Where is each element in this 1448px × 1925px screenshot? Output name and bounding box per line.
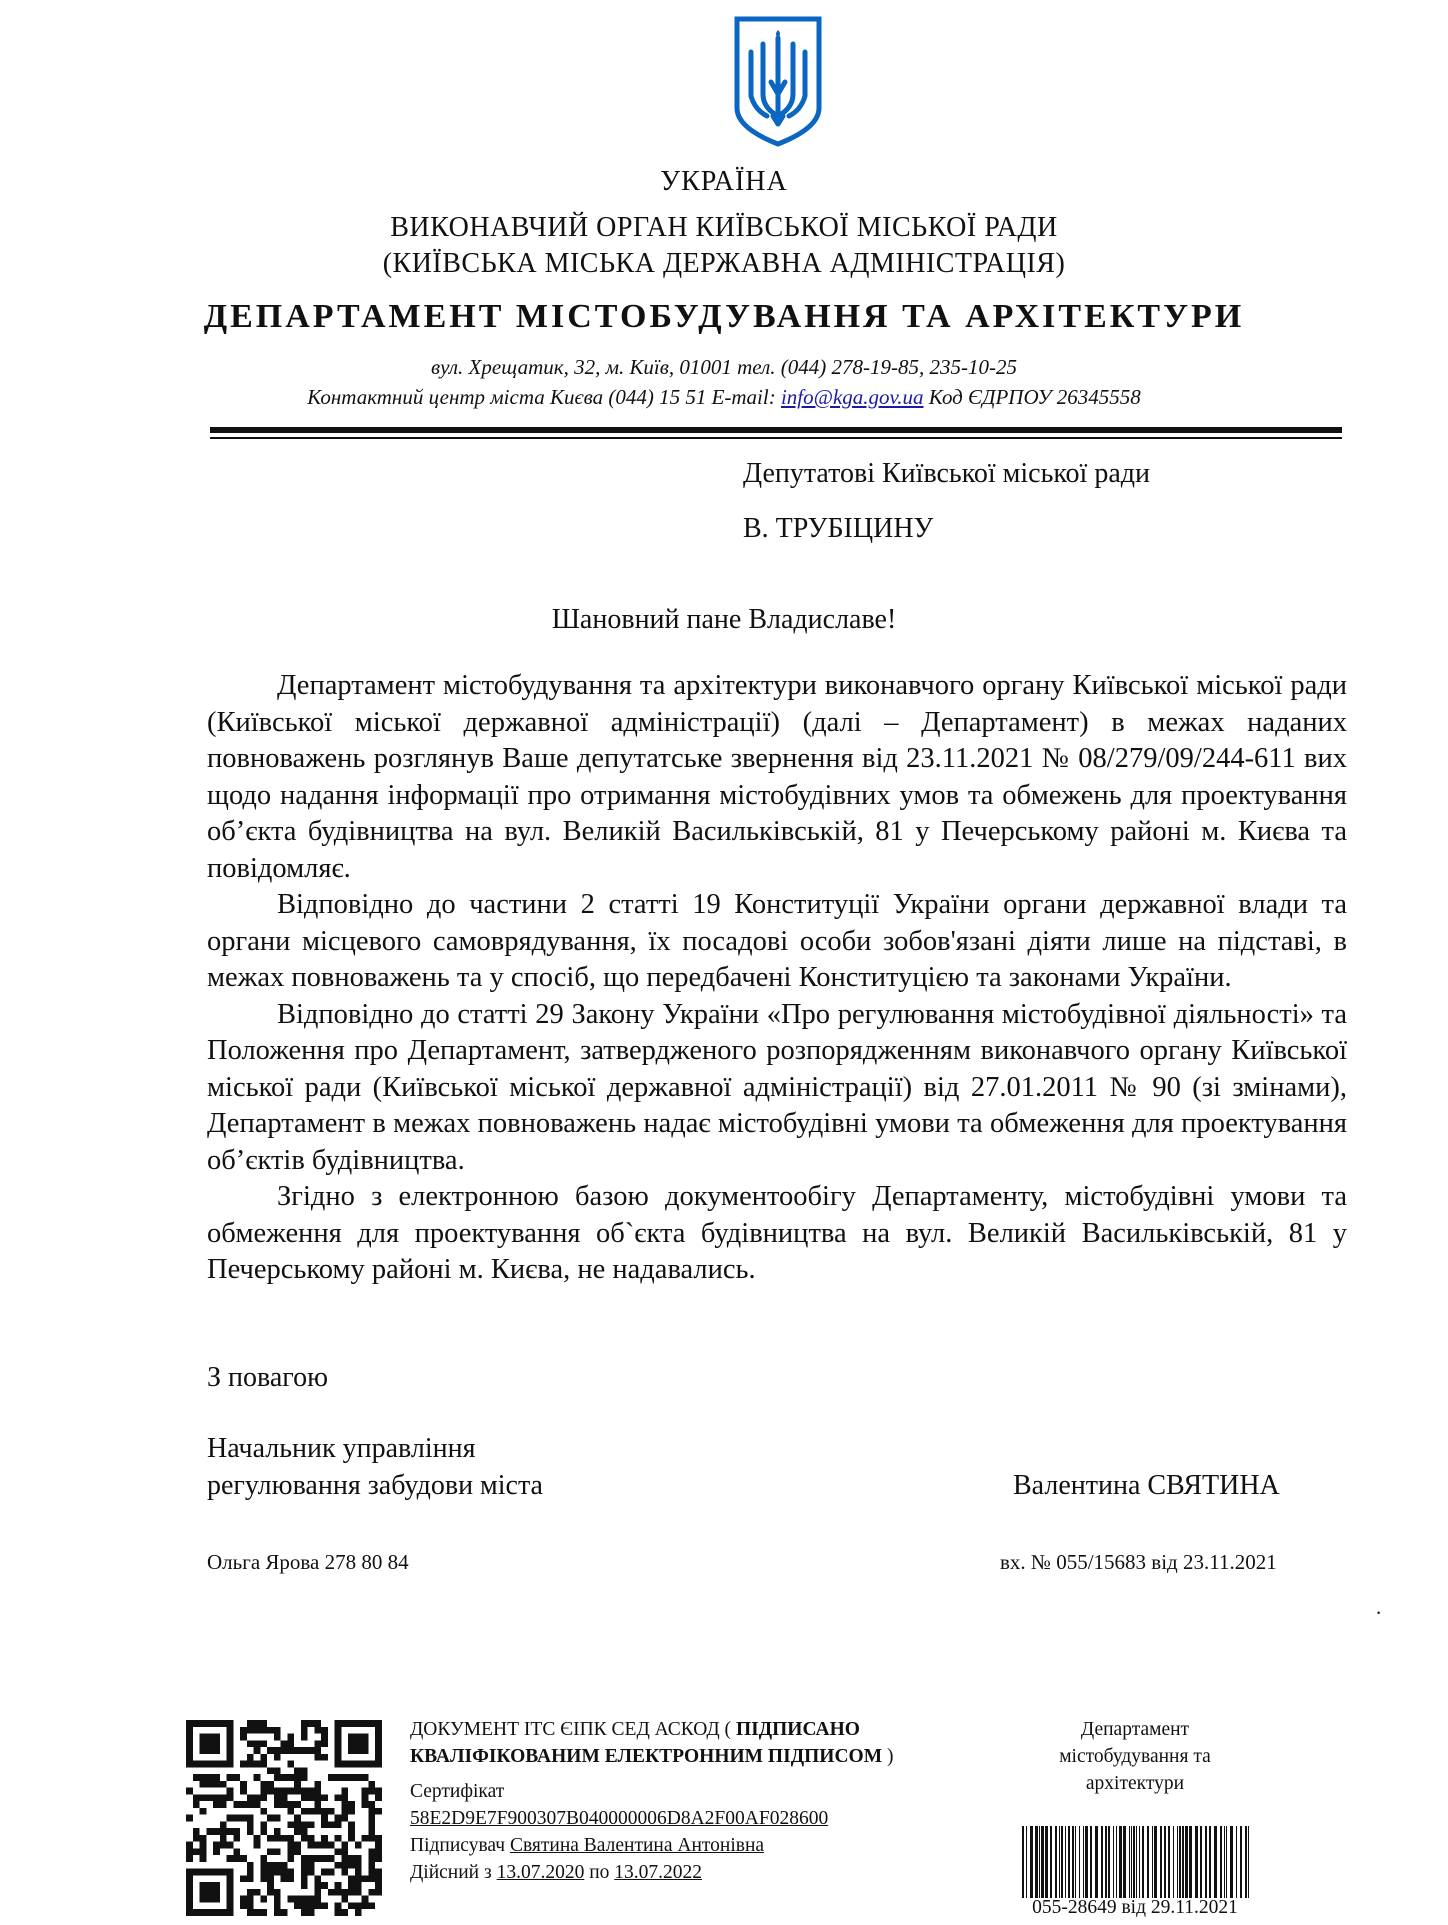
valid-from: 13.07.2020: [496, 1862, 585, 1883]
signer-position-line2: регулювання забудови міста: [207, 1470, 543, 1501]
contact-suffix: Код ЄДРПОУ 26345558: [923, 385, 1141, 409]
contact-line: [0, 385, 1448, 410]
department-title: ДЕПАРТАМЕНТ МІСТОБУДУВАННЯ ТА АРХІТЕКТУРИ: [203, 298, 1245, 335]
receiver-line2: містобудування та: [1059, 1746, 1211, 1767]
addressee-name: В. ТРУБІЦИНУ: [743, 513, 934, 544]
signer-label: Підписувач: [410, 1835, 510, 1856]
valid-to-label: по: [584, 1862, 615, 1883]
salutation: Шановний пане Владиславе!: [551, 604, 897, 635]
address-line: вул. Хрещатик, 32, м. Київ, 01001 тел. (044) 278-19-85, 235-10-25: [431, 355, 1017, 379]
body-paragraph: Відповідно до частини 2 статті 19 Конституції України органи державної влади та органи місцевого самоврядування, їх посадові особи зобов'язані діяти лише на підставі, в межах повноважень та у спосіб, що передбачені Конституцією та законами України.: [207, 889, 1347, 993]
signer-position-line1: Начальник управління: [207, 1433, 476, 1464]
e-signature-stamp: [410, 1716, 990, 1886]
country-title: УКРАЇНА: [660, 166, 788, 197]
valid-to: 13.07.2022: [614, 1862, 703, 1883]
coat-of-arms-icon: [733, 16, 823, 147]
barcode-number: 055-28649 від 29.11.2021: [1032, 1897, 1238, 1918]
stamp-signed: ПІДПИСАНО: [735, 1719, 860, 1740]
header-rule-thin: [210, 437, 1342, 439]
contact-prefix: Контактний центр міста Києва (044) 15 51 E-mail:: [307, 385, 781, 409]
executor-note: Ольга Ярова 278 80 84: [207, 1550, 409, 1574]
signer-value: Святина Валентина Антонівна: [509, 1835, 765, 1856]
stamp-qualified: КВАЛІФІКОВАНИМ ЕЛЕКТРОННИМ ПІДПИСОМ: [410, 1746, 883, 1767]
organization-name: ВИКОНАВЧИЙ ОРГАН КИЇВСЬКОЇ МІСЬКОЇ РАДИ: [390, 212, 1058, 243]
signer-name: Валентина СВЯТИНА: [1013, 1470, 1280, 1501]
body-paragraph: Відповідно до статті 29 Закону України «Про регулювання містобудівної діяльності» та Положення про Департамент, затвердженого розпорядженням виконавчого органу Київської міської ради (Київської міської державної адміністрації) від 27.01.2011 № 90 (зі змінами), Департамент в межах повноважень надає містобудівні умови та обмеження для проектування об’єктів будівництва.: [207, 998, 1347, 1176]
cert-value: 58E2D9E7F900307B040000006D8A2F00AF028600: [410, 1808, 829, 1829]
valid-label: Дійсний з: [410, 1862, 497, 1883]
stamp-prefix: ДОКУМЕНТ ІТС ЄІПК СЕД АСКОД (: [410, 1719, 736, 1740]
body-paragraph: Департамент містобудування та архітектури виконавчого органу Київської міської ради (Київської міської державної адміністрації) (далі – Департамент) в межах наданих повноважень розглянув Ваше депутатське звернення від 23.11.2021 № 08/279/09/244-611 вих щодо надання інформації про отримання містобудівних умов та обмежень для проектування об’єкта будівництва на вул. Великій Васильківській, 81 у Печерському районі м. Києва та повідомляє.: [207, 670, 1347, 884]
email-link[interactable]: info@kga.gov.ua: [780, 385, 924, 409]
header-rule-thick: [210, 427, 1342, 433]
qr-code-icon: [186, 1720, 382, 1916]
validity-line: [410, 1859, 990, 1886]
body-paragraph: Згідно з електронною базою документообігу Департаменту, містобудівні умови та обмеження для проектування об`єкта будівництва на вул. Великій Васильківській, 81 у Печерському районі м. Києва, не надавались.: [207, 1181, 1347, 1285]
letter-body: [207, 668, 1347, 1289]
stamp-close-paren: ): [882, 1746, 894, 1767]
closing-regards: З повагою: [207, 1362, 328, 1393]
cert-label: Сертифікат: [410, 1781, 505, 1802]
incoming-number: вх. № 055/15683 від 23.11.2021: [1000, 1550, 1277, 1574]
barcode-icon: [1020, 1826, 1252, 1898]
organization-subname: (КИЇВСЬКА МІСЬКА ДЕРЖАВНА АДМІНІСТРАЦІЯ): [382, 248, 1066, 279]
stamp-line1: [410, 1716, 990, 1743]
stamp-line2: [410, 1743, 990, 1770]
receiver-stamp: [1010, 1716, 1260, 1797]
signer-line: [410, 1832, 990, 1859]
receiver-line3: архітектури: [1085, 1773, 1185, 1794]
stray-dot: .: [1376, 1595, 1382, 1619]
addressee-position: Депутатові Київської міської ради: [743, 458, 1150, 489]
receiver-line1: Департамент: [1080, 1719, 1190, 1740]
